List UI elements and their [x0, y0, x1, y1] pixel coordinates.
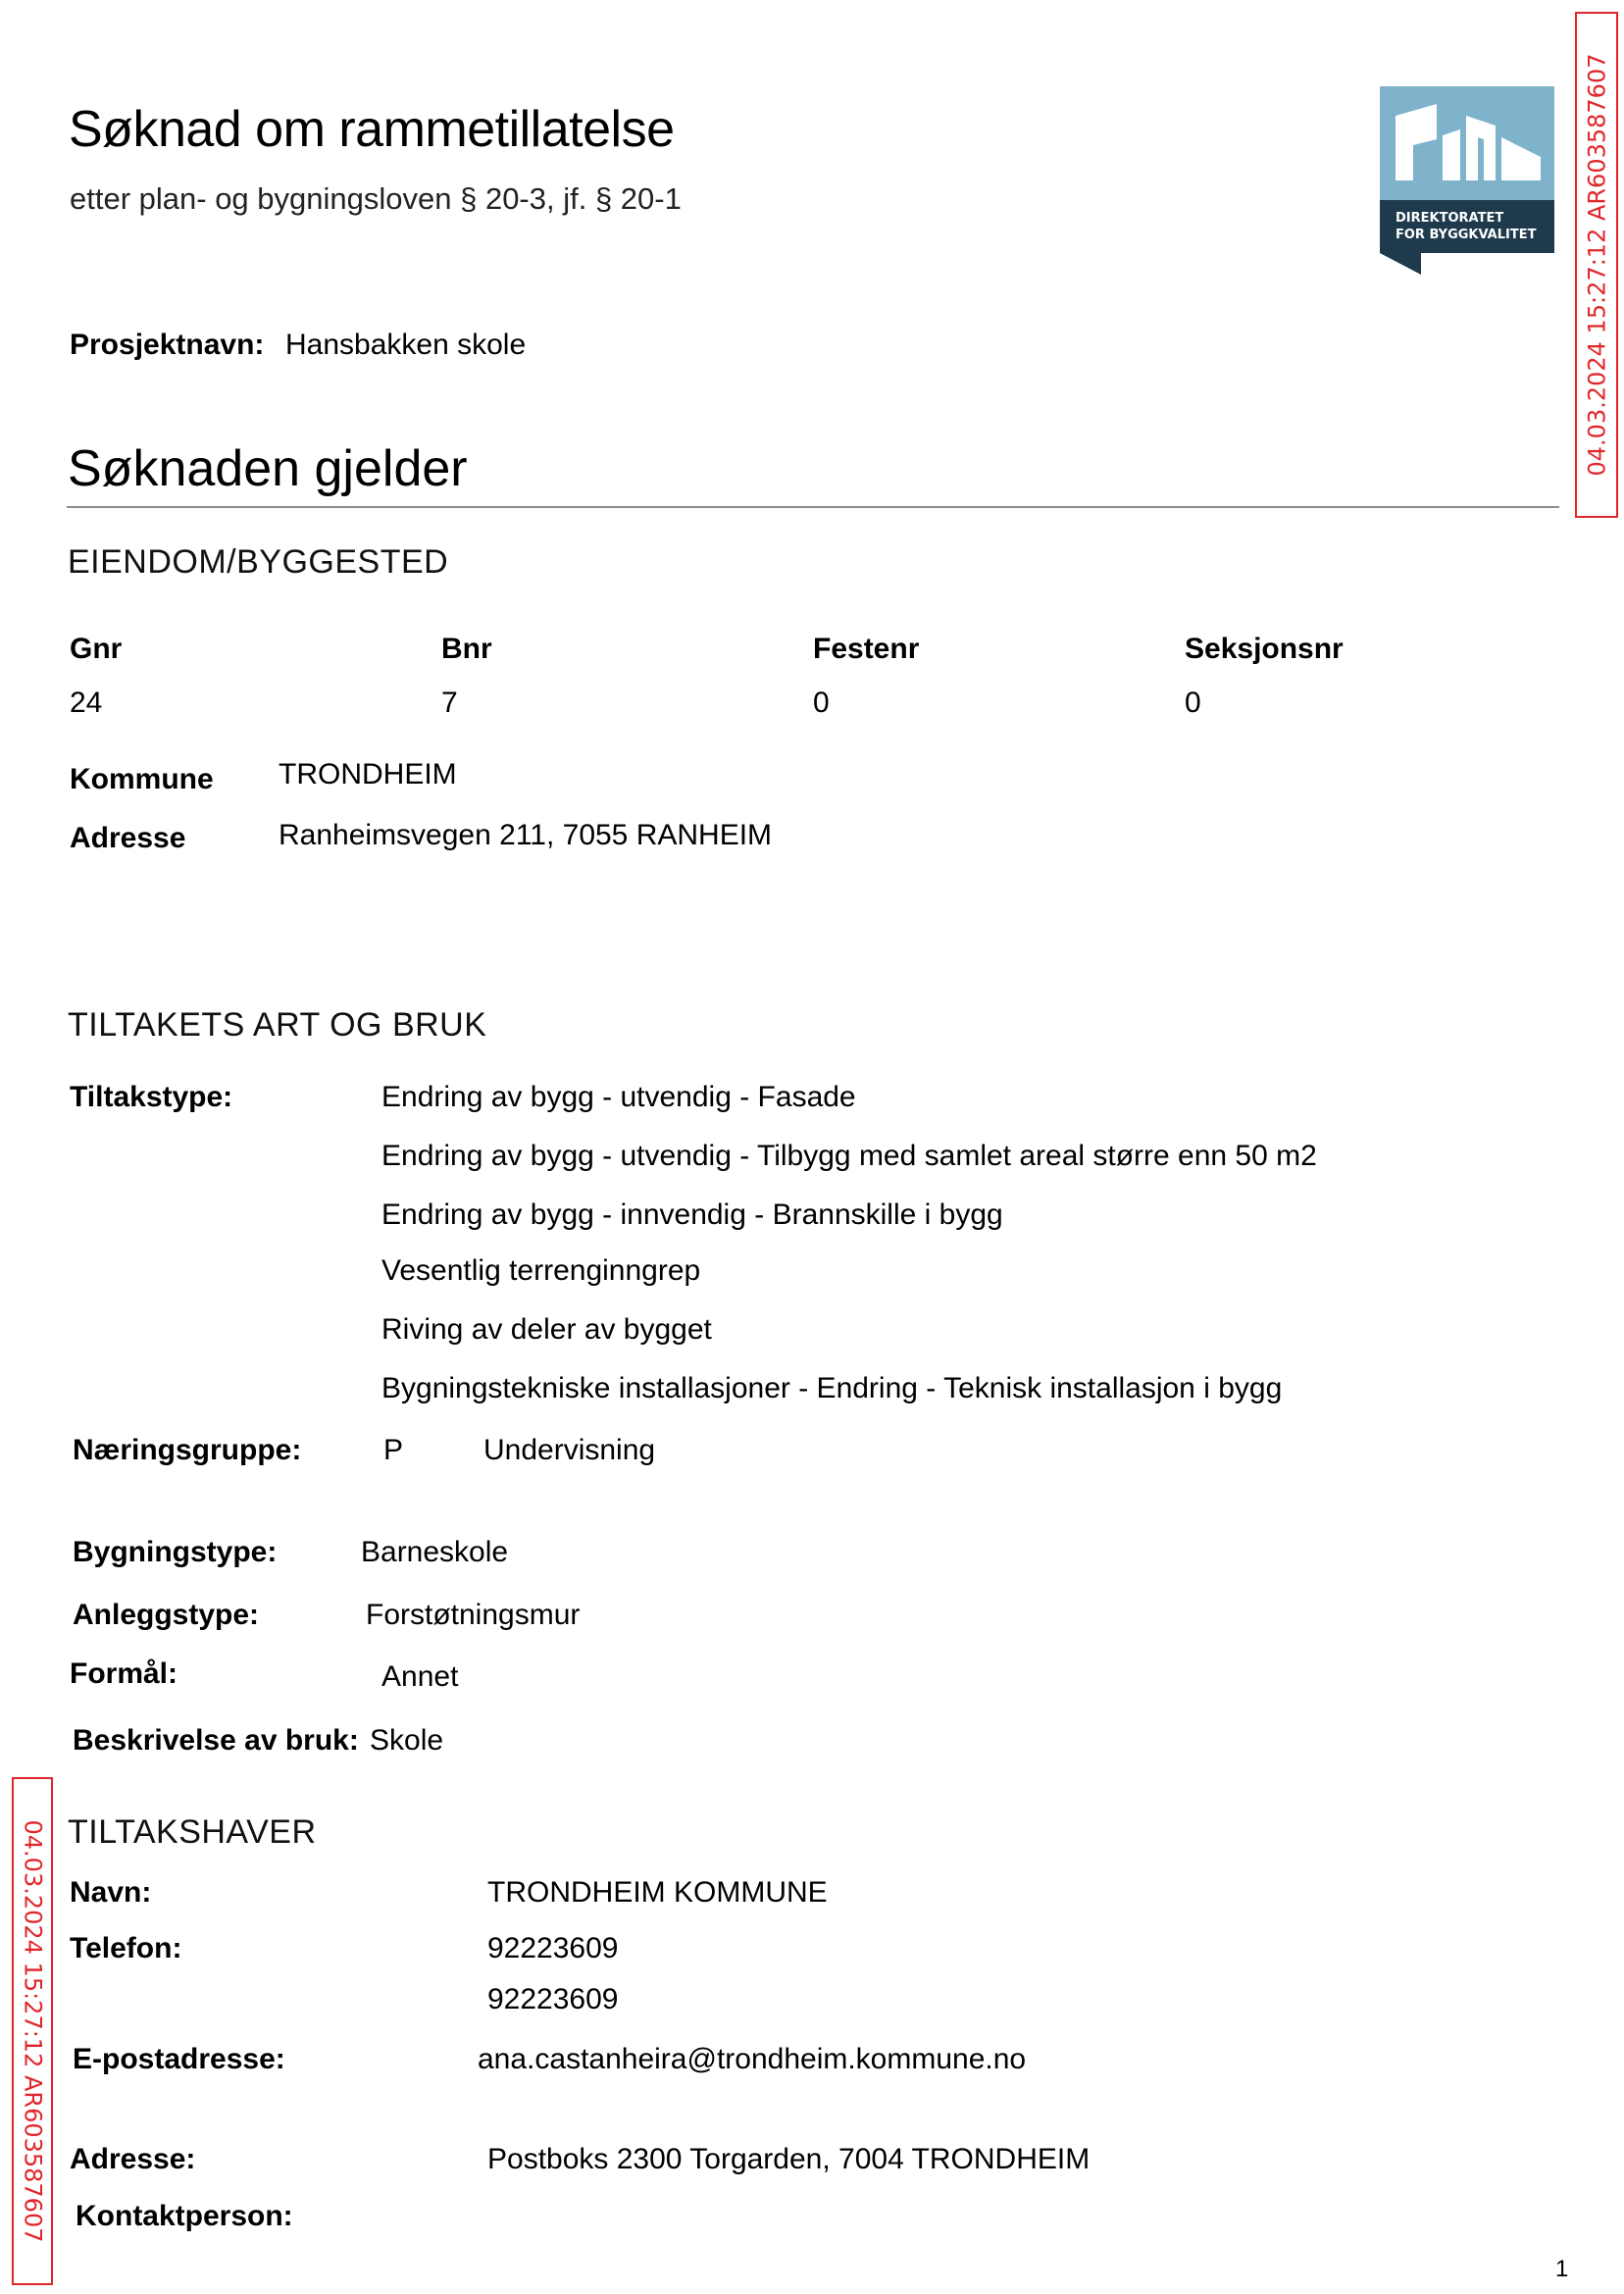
- timestamp-stamp-bottom: [12, 1777, 53, 2285]
- gnr-label: Gnr: [70, 633, 123, 665]
- navn-value: TRONDHEIM KOMMUNE: [487, 1876, 828, 1909]
- formal-label: Formål:: [70, 1657, 178, 1690]
- document-subtitle: etter plan- og bygningsloven § 20-3, jf. § 20-1: [70, 181, 682, 216]
- naeringsgruppe-value: Undervisning: [483, 1434, 656, 1466]
- dibk-logo: [1380, 86, 1554, 275]
- tiltakstype-item: Vesentlig terrenginngrep: [381, 1254, 701, 1287]
- epost-value: ana.castanheira@trondheim.kommune.no: [478, 2043, 1027, 2075]
- kommune-label: Kommune: [70, 763, 214, 795]
- naeringsgruppe-code: P: [383, 1434, 404, 1466]
- beskrivelse-label: Beskrivelse av bruk:: [73, 1724, 359, 1757]
- bygningstype-label: Bygningstype:: [73, 1536, 278, 1568]
- section-title: Søknaden gjelder: [68, 440, 468, 497]
- tiltakstype-item: Riving av deler av bygget: [381, 1313, 712, 1346]
- property-heading: EIENDOM/BYGGESTED: [68, 543, 449, 581]
- gnr-value: 24: [70, 687, 103, 719]
- tiltakstype-item: Endring av bygg - utvendig - Fasade: [381, 1081, 856, 1113]
- logo-text-2: FOR BYGGKVALITET: [1396, 228, 1537, 242]
- adresse-label: Adresse: [70, 822, 186, 854]
- festenr-label: Festenr: [813, 633, 920, 665]
- adresse-value: Ranheimsvegen 211, 7055 RANHEIM: [279, 819, 773, 851]
- seksjonsnr-value: 0: [1185, 687, 1201, 719]
- telefon-value: 92223609: [487, 1983, 619, 2015]
- anleggstype-value: Forstøtningsmur: [366, 1599, 581, 1631]
- stamp-text: 04.03.2024 15:27:12 AR603587607: [19, 1819, 47, 2243]
- festenr-value: 0: [813, 687, 830, 719]
- tiltakshaver-adresse-label: Adresse:: [70, 2143, 196, 2175]
- tiltakstype-item: Bygningstekniske installasjoner - Endring - Teknisk installasjon i bygg: [381, 1372, 1283, 1404]
- stamp-text: 04.03.2024 15:27:12 AR603587607: [1583, 53, 1611, 477]
- kommune-value: TRONDHEIM: [279, 758, 457, 790]
- beskrivelse-value: Skole: [370, 1724, 444, 1757]
- tiltakstype-item: Endring av bygg - innvendig - Brannskille i bygg: [381, 1198, 1003, 1231]
- kontaktperson-label: Kontaktperson:: [76, 2200, 293, 2232]
- logo-text-1: DIREKTORATET: [1396, 211, 1504, 226]
- document-title: Søknad om rammetillatelse: [69, 101, 675, 158]
- epost-label: E-postadresse:: [73, 2043, 285, 2075]
- page-number: 1: [1555, 2256, 1569, 2282]
- bnr-label: Bnr: [441, 633, 492, 665]
- tiltakstype-item: Endring av bygg - utvendig - Tilbygg med samlet areal større enn 50 m2: [381, 1140, 1317, 1172]
- tiltakshaver-adresse-value: Postboks 2300 Torgarden, 7004 TRONDHEIM: [487, 2143, 1091, 2175]
- tiltakshaver-heading: TILTAKSHAVER: [68, 1813, 317, 1851]
- anleggstype-label: Anleggstype:: [73, 1599, 260, 1631]
- section-divider: [67, 506, 1559, 508]
- timestamp-stamp-top: [1575, 12, 1618, 518]
- tiltak-heading: TILTAKETS ART OG BRUK: [68, 1006, 487, 1044]
- bnr-value: 7: [441, 687, 458, 719]
- telefon-value: 92223609: [487, 1932, 619, 1964]
- tiltakstype-label: Tiltakstype:: [70, 1081, 233, 1113]
- navn-label: Navn:: [70, 1876, 152, 1909]
- project-label: Prosjektnavn:: [70, 329, 265, 361]
- seksjonsnr-label: Seksjonsnr: [1185, 633, 1344, 665]
- bygningstype-value: Barneskole: [361, 1536, 509, 1568]
- formal-value: Annet: [381, 1660, 459, 1693]
- dibk-logo-icon: [1380, 86, 1554, 275]
- project-value: Hansbakken skole: [285, 329, 527, 361]
- naeringsgruppe-label: Næringsgruppe:: [73, 1434, 302, 1466]
- telefon-label: Telefon:: [70, 1932, 182, 1964]
